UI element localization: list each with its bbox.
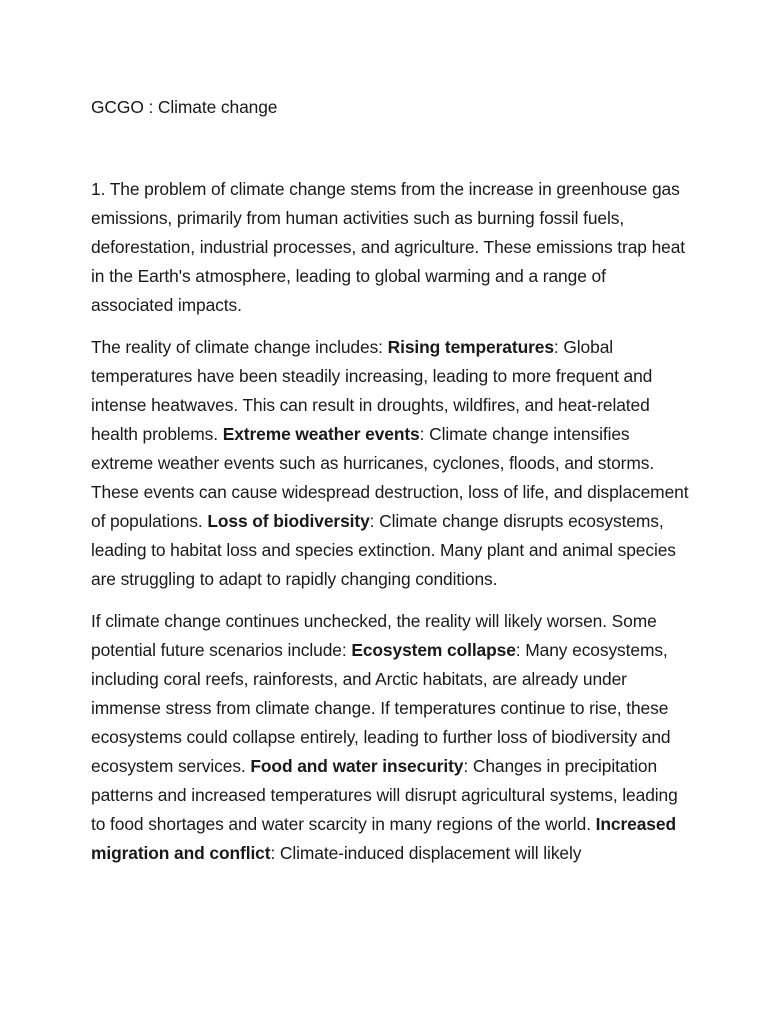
loss-of-biodiversity-text: : Climate change disrupts ecosystems, leading to habitat loss and species extinction. Many plant and animal species are struggling to adapt to rapidly changing conditions.: [91, 511, 676, 589]
future-intro: If climate change continues unchecked, the reality will likely worsen. Some potential future scenarios include:: [91, 611, 657, 660]
term-food-water-insecurity: Food and water insecurity: [250, 756, 464, 776]
term-extreme-weather: Extreme weather events: [222, 424, 420, 444]
term-rising-temperatures: Rising temperatures: [387, 337, 554, 357]
term-ecosystem-collapse: Ecosystem collapse: [351, 640, 516, 660]
extreme-weather-text: : Climate change intensifies extreme weather events such as hurricanes, cyclones, floods, and storms. These events can cause widespread destruction, loss of life, and displacement of populations.: [91, 424, 689, 531]
food-water-insecurity-text: : Changes in precipitation patterns and increased temperatures will disrupt agricultural systems, leading to food shortages and water scarcity in many regions of the world.: [91, 756, 678, 834]
reality-intro: The reality of climate change includes:: [91, 337, 388, 357]
ecosystem-collapse-text: : Many ecosystems, including coral reefs, rainforests, and Arctic habitats, are already under immense stress from climate change. If temperatures continue to rise, these ecosystems could collapse entirely, leading to further loss of biodiversity and ecosystem services.: [91, 640, 671, 776]
paragraph-future: [91, 607, 689, 868]
term-loss-of-biodiversity: Loss of biodiversity: [207, 511, 370, 531]
migration-conflict-text: : Climate-induced displacement will likely: [270, 843, 582, 863]
rising-temperatures-text: : Global temperatures have been steadily increasing, leading to more frequent and intense heatwaves. This can result in droughts, wildfires, and heat-related health problems.: [91, 337, 653, 444]
document-title: GCGO : Climate change: [91, 97, 278, 117]
document-body: [91, 93, 689, 881]
paragraph-reality: [91, 333, 689, 594]
paragraph-problem: 1. The problem of climate change stems from the increase in greenhouse gas emissions, primarily from human activities such as burning fossil fuels, deforestation, industrial processes, and agriculture. These emissions trap heat in the Earth's atmosphere, leading to global warming and a range of associated impacts.: [91, 179, 686, 315]
term-migration-conflict: Increased migration and conflict: [91, 814, 676, 863]
